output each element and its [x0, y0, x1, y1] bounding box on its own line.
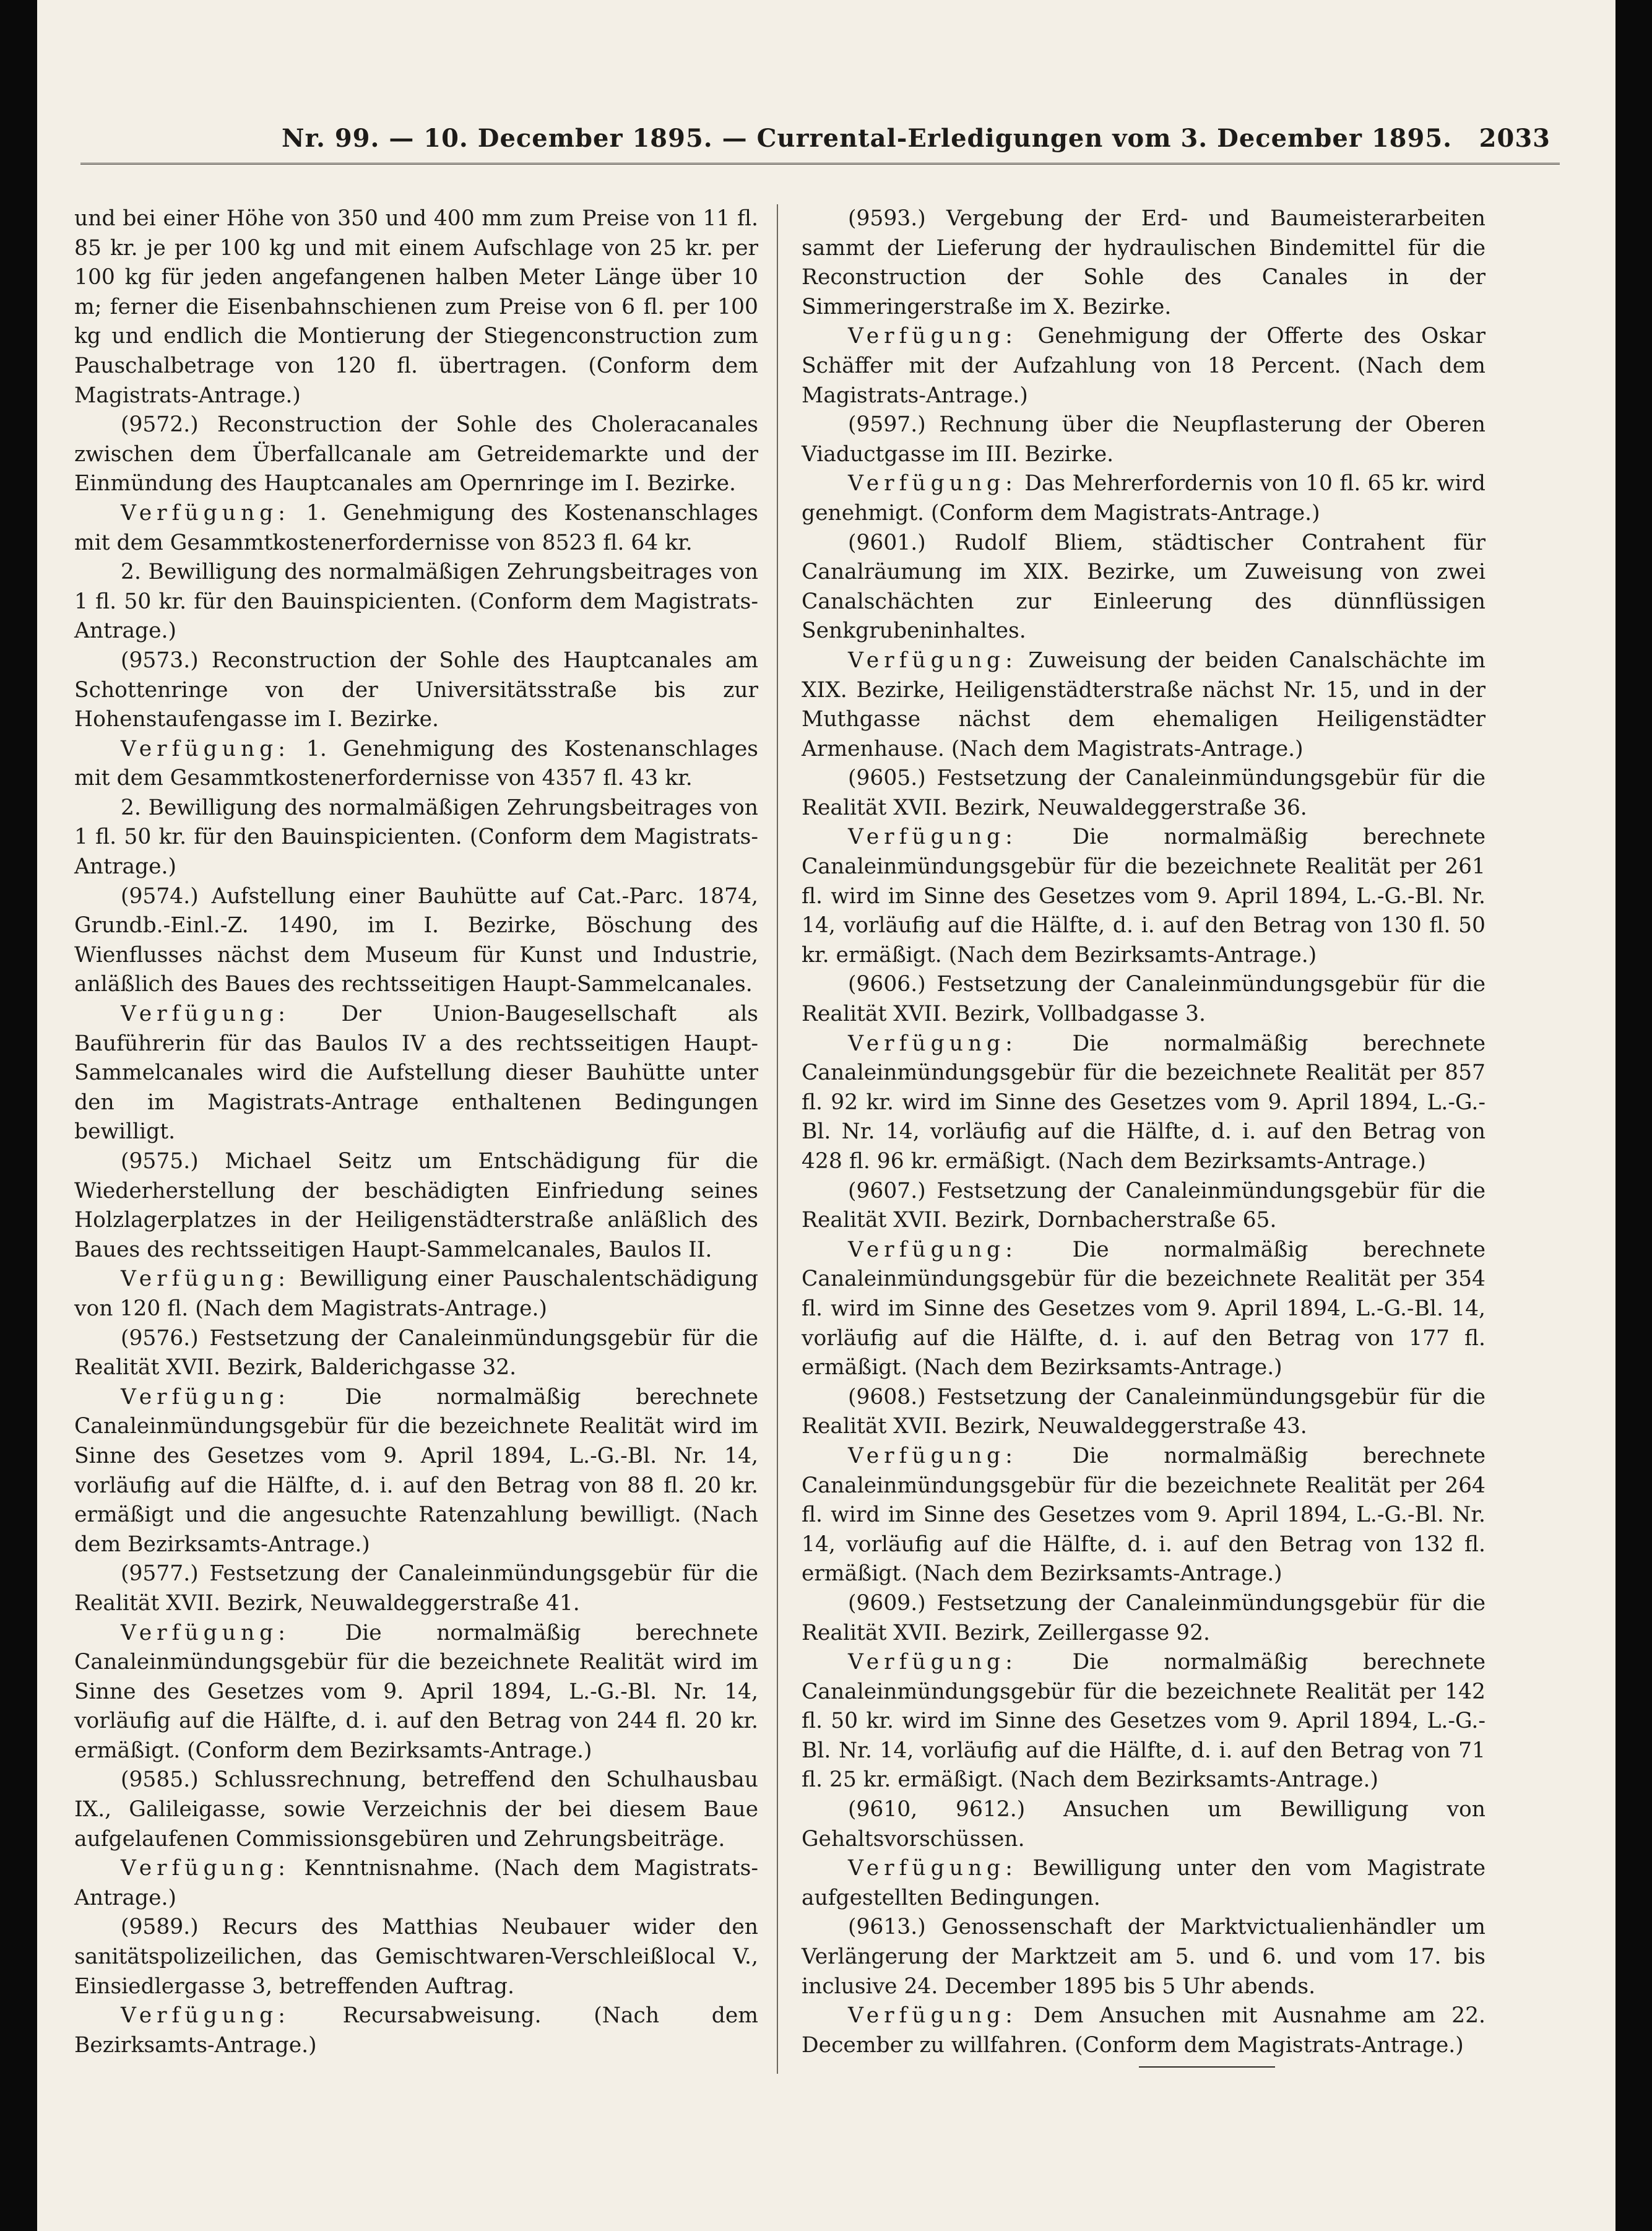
paragraph	[74, 794, 758, 882]
paragraph-text: Recursabweisung. (Nach dem Bezirksamts-Antrage.)	[74, 2003, 758, 2058]
decision-label: Verfügung:	[121, 1384, 290, 1410]
decision-label: Verfügung:	[848, 825, 1018, 850]
paragraph-text: (9610, 9612.) Ansuchen um Bewilligung von Gehaltsvorschüssen.	[802, 1797, 1486, 1852]
paragraph-text: (9589.) Recurs des Matthias Neubauer wider den sanitätspolizeilichen, das Gemischtwaren-Verschleißlocal V., Einsiedlergasse 3, betreffenden Auftrag.	[74, 1915, 758, 1999]
paragraph	[802, 1854, 1486, 1913]
paragraph	[802, 322, 1486, 410]
paragraph	[802, 469, 1486, 528]
page-number: 2033	[1479, 124, 1550, 153]
paragraph	[802, 1029, 1486, 1177]
decision-label: Verfügung:	[121, 1267, 290, 1292]
paragraph	[802, 764, 1486, 823]
paragraph	[74, 1000, 758, 1147]
paragraph	[802, 823, 1486, 970]
decision-label: Verfügung:	[848, 1856, 1018, 1881]
right-column	[802, 204, 1486, 2060]
paragraph	[802, 2001, 1486, 2060]
paragraph-text: (9607.) Festsetzung der Canaleinmündungsgebür für die Realität XVII. Bezirk, Dornbacherstraße 65.	[802, 1178, 1486, 1233]
paragraph	[74, 882, 758, 1000]
paragraph-text: Der Union-Baugesellschaft als Bauführerin für das Baulos IV a des rechtsseitigen Haupt-Sammelcanales wird die Aufstellung dieser Bauhütte unter den im Magistrats-Antrage enthaltenen Bedingungen bewilligt.	[74, 1002, 758, 1145]
paragraph	[74, 1765, 758, 1854]
paragraph	[74, 1913, 758, 2001]
decision-label: Verfügung:	[848, 1650, 1018, 1675]
paragraph-text: Kenntnisnahme. (Nach dem Magistrats-Antrage.)	[74, 1856, 758, 1910]
paragraph	[74, 735, 758, 794]
left-column	[74, 204, 758, 2060]
paragraph	[74, 558, 758, 646]
paragraph-text: 1. Genehmigung des Kostenanschlages mit dem Gesammtkostenerfordernisse von 4357 fl. 43 kr.	[74, 736, 758, 791]
paragraph-text: Das Mehrerfordernis von 10 fl. 65 kr. wird genehmigt. (Conform dem Magistrats-Antrage.)	[802, 471, 1486, 526]
paragraph-text: Bewilligung einer Pauschalentschädigung von 120 fl. (Nach dem Magistrats-Antrage.)	[74, 1267, 758, 1321]
paragraph-text: 2. Bewilligung des normalmäßigen Zehrungsbeitrages von 1 fl. 50 kr. für den Bauinspicienten. (Conform dem Magistrats-Antrage.)	[74, 795, 758, 880]
paragraph-text: Die normalmäßig berechnete Canaleinmündungsgebür für die bezeichnete Realität per 354 fl. wird im Sinne des Gesetzes vom 9. April 1894, L.-G.-Bl. 14, vorläufig auf die Hälfte, d. i. auf den Betrag von 177 fl. ermäßigt. (Nach dem Bezirksamts-Antrage.)	[802, 1237, 1486, 1380]
paragraph	[802, 1236, 1486, 1383]
decision-label: Verfügung:	[848, 1031, 1018, 1056]
paragraph	[74, 2001, 758, 2060]
paragraph-text: (9573.) Reconstruction der Sohle des Hauptcanales am Schottenringe von der Universitätsstraße bis zur Hohenstaufengasse im I. Bezirke.	[74, 648, 758, 732]
paragraph-text: Die normalmäßig berechnete Canaleinmündungsgebür für die bezeichnete Realität per 261 fl. wird im Sinne des Gesetzes vom 9. April 1894, L.-G.-Bl. Nr. 14, vorläufig auf die Hälfte, d. i. auf den Betrag von 130 fl. 50 kr. ermäßigt. (Nach dem Bezirksamts-Antrage.)	[802, 825, 1486, 968]
paragraph	[74, 1265, 758, 1323]
decision-label: Verfügung:	[121, 2003, 290, 2029]
paragraph-text: Die normalmäßig berechnete Canaleinmündungsgebür für die bezeichnete Realität per 142 fl. 50 kr. wird im Sinne des Gesetzes vom 9. April 1894, L.-G.-Bl. Nr. 14, vorläufig auf die Hälfte, d. i. auf den Betrag von 71 fl. 25 kr. ermäßigt. (Nach dem Bezirksamts-Antrage.)	[802, 1650, 1486, 1793]
decision-label: Verfügung:	[848, 2003, 1018, 2029]
paragraph-text: 2. Bewilligung des normalmäßigen Zehrungsbeitrages von 1 fl. 50 kr. für den Bauinspicienten. (Conform dem Magistrats-Antrage.)	[74, 560, 758, 644]
decision-label: Verfügung:	[121, 736, 290, 761]
header-title: Nr. 99. — 10. December 1895. — Currental-Erledigungen vom 3. December 1895.	[282, 124, 1453, 153]
paragraph	[74, 1854, 758, 1913]
paragraph-text: (9576.) Festsetzung der Canaleinmündungsgebür für die Realität XVII. Bezirk, Balderichgasse 32.	[74, 1325, 758, 1380]
decision-label: Verfügung:	[848, 1443, 1018, 1468]
decision-label: Verfügung:	[848, 471, 1018, 496]
decision-label: Verfügung:	[121, 1002, 290, 1027]
decision-label: Verfügung:	[121, 1620, 290, 1645]
paragraph	[74, 1619, 758, 1766]
paragraph	[802, 1177, 1486, 1236]
end-rule	[1139, 2066, 1275, 2068]
paragraph-text: (9575.) Michael Seitz um Entschädigung für die Wiederherstellung der beschädigten Einfriedung seines Holzlagerplatzes in der Heiligenstädterstraße anläßlich des Baues des rechtsseitigen Haupt-Sammelcanales, Baulos II.	[74, 1149, 758, 1262]
paragraph	[802, 1913, 1486, 2001]
paragraph	[802, 1648, 1486, 1795]
decision-label: Verfügung:	[848, 324, 1018, 349]
paragraph-text: Zuweisung der beiden Canalschächte im XIX. Bezirke, Heiligenstädterstraße nächst Nr. 15, und in der Muthgasse nächst dem ehemaligen Heiligenstädter Armenhause. (Nach dem Magistrats-Antrage.)	[802, 648, 1486, 761]
paragraph	[74, 1324, 758, 1383]
paragraph-text: (9574.) Aufstellung einer Bauhütte auf Cat.-Parc. 1874, Grundb.-Einl.-Z. 1490, im I. Bezirke, Böschung des Wienflusses nächst dem Museum für Kunst und Industrie, anläßlich des Baues des rechtsseitigen Haupt-Sammelcanales.	[74, 883, 758, 997]
paragraph	[74, 1383, 758, 1560]
paragraph	[802, 1795, 1486, 1854]
page-header	[37, 119, 1615, 162]
paragraph-text: (9613.) Genossenschaft der Marktvictualienhändler um Verlängerung der Marktzeit am 5. und 6. und vom 17. bis inclusive 24. December 1895 bis 5 Uhr abends.	[802, 1915, 1486, 1999]
paragraph-text: Genehmigung der Offerte des Oskar Schäffer mit der Aufzahlung von 18 Percent. (Nach dem Magistrats-Antrage.)	[802, 324, 1486, 408]
paragraph-text: und bei einer Höhe von 350 und 400 mm zum Preise von 11 fl. 85 kr. je per 100 kg und mit einem Aufschlage von 25 kr. per 100 kg für jeden angefangenen halben Meter Länge über 10 m; ferner die Eisenbahnschienen zum Preise von 6 fl. per 100 kg und endlich die Montierung der Stiegenconstruction zum Pauschalbetrage von 120 fl. übertragen. (Conform dem Magistrats-Antrage.)	[74, 206, 758, 408]
decision-label: Verfügung:	[848, 648, 1018, 673]
paragraph	[74, 499, 758, 558]
paragraph-text: Die normalmäßig berechnete Canaleinmündungsgebür für die bezeichnete Realität per 857 fl. 92 kr. wird im Sinne des Gesetzes vom 9. April 1894, L.-G.-Bl. Nr. 14, vorläufig auf die Hälfte, d. i. auf den Betrag von 428 fl. 96 kr. ermäßigt. (Nach dem Bezirksamts-Antrage.)	[802, 1031, 1486, 1174]
paragraph-text: Dem Ansuchen mit Ausnahme am 22. December zu willfahren. (Conform dem Magistrats-Antrage.)	[802, 2003, 1486, 2058]
paragraph	[802, 970, 1486, 1029]
paragraph-text: (9606.) Festsetzung der Canaleinmündungsgebür für die Realität XVII. Bezirk, Vollbadgasse 3.	[802, 972, 1486, 1027]
paragraph-text: (9608.) Festsetzung der Canaleinmündungsgebür für die Realität XVII. Bezirk, Neuwaldeggerstraße 43.	[802, 1384, 1486, 1439]
paragraph	[802, 1383, 1486, 1442]
paragraph-text: (9597.) Rechnung über die Neupflasterung der Oberen Viaductgasse im III. Bezirke.	[802, 412, 1486, 467]
paragraph-text: (9609.) Festsetzung der Canaleinmündungsgebür für die Realität XVII. Bezirk, Zeillergasse 92.	[802, 1590, 1486, 1645]
paragraph-text: (9577.) Festsetzung der Canaleinmündungsgebür für die Realität XVII. Bezirk, Neuwaldeggerstraße 41.	[74, 1561, 758, 1616]
paragraph-text: (9605.) Festsetzung der Canaleinmündungsgebür für die Realität XVII. Bezirk, Neuwaldeggerstraße 36.	[802, 766, 1486, 820]
paragraph-text: (9593.) Vergebung der Erd- und Baumeisterarbeiten sammt der Lieferung der hydraulischen Bindemittel für die Reconstruction der Sohle des Canales in der Simmeringerstraße im X. Bezirke.	[802, 206, 1486, 319]
decision-label: Verfügung:	[848, 1237, 1018, 1262]
header-rule	[80, 163, 1560, 165]
paragraph	[802, 1589, 1486, 1648]
paragraph-text: (9601.) Rudolf Bliem, städtischer Contrahent für Canalräumung im XIX. Bezirke, um Zuweisung von zwei Canalschächten zur Einleerung des dünnflüssigen Senkgrubeninhaltes.	[802, 530, 1486, 644]
newspaper-page	[37, 0, 1615, 2231]
column-divider	[777, 204, 778, 2074]
paragraph	[74, 1559, 758, 1618]
paragraph-text: 1. Genehmigung des Kostenanschlages mit dem Gesammtkostenerfordernisse von 8523 fl. 64 kr.	[74, 500, 758, 555]
paragraph	[802, 529, 1486, 646]
paragraph	[74, 204, 758, 410]
paragraph	[802, 410, 1486, 469]
paragraph	[74, 1147, 758, 1265]
paragraph-text: (9585.) Schlussrechnung, betreffend den Schulhausbau IX., Galileigasse, sowie Verzeichnis der bei diesem Baue aufgelaufenen Commissionsgebüren und Zehrungsbeiträge.	[74, 1767, 758, 1852]
paragraph	[802, 646, 1486, 764]
paragraph-text: Die normalmäßig berechnete Canaleinmündungsgebür für die bezeichnete Realität wird im Sinne des Gesetzes vom 9. April 1894, L.-G.-Bl. Nr. 14, vorläufig auf die Hälfte, d. i. auf den Betrag von 88 fl. 20 kr. ermäßigt und die angesuchte Ratenzahlung bewilligt. (Nach dem Bezirksamts-Antrage.)	[74, 1384, 758, 1557]
paragraph-text: Die normalmäßig berechnete Canaleinmündungsgebür für die bezeichnete Realität per 264 fl. wird im Sinne des Gesetzes vom 9. April 1894, L.-G.-Bl. Nr. 14, vorläufig auf die Hälfte, d. i. auf den Betrag von 132 fl. ermäßigt. (Nach dem Bezirksamts-Antrage.)	[802, 1443, 1486, 1587]
paragraph-text: Bewilligung unter den vom Magistrate aufgestellten Bedingungen.	[802, 1856, 1486, 1910]
paragraph-text: (9572.) Reconstruction der Sohle des Choleracanales zwischen dem Überfallcanale am Getreidemarkte und der Einmündung des Hauptcanales am Opernringe im I. Bezirke.	[74, 412, 758, 496]
decision-label: Verfügung:	[121, 500, 290, 526]
paragraph-text: Die normalmäßig berechnete Canaleinmündungsgebür für die bezeichnete Realität wird im Sinne des Gesetzes vom 9. April 1894, L.-G.-Bl. Nr. 14, vorläufig auf die Hälfte, d. i. auf den Betrag von 244 fl. 20 kr. ermäßigt. (Conform dem Bezirksamts-Antrage.)	[74, 1620, 758, 1763]
decision-label: Verfügung:	[121, 1856, 290, 1881]
paragraph	[74, 410, 758, 499]
paragraph	[802, 204, 1486, 322]
paragraph	[74, 646, 758, 735]
paragraph	[802, 1442, 1486, 1589]
